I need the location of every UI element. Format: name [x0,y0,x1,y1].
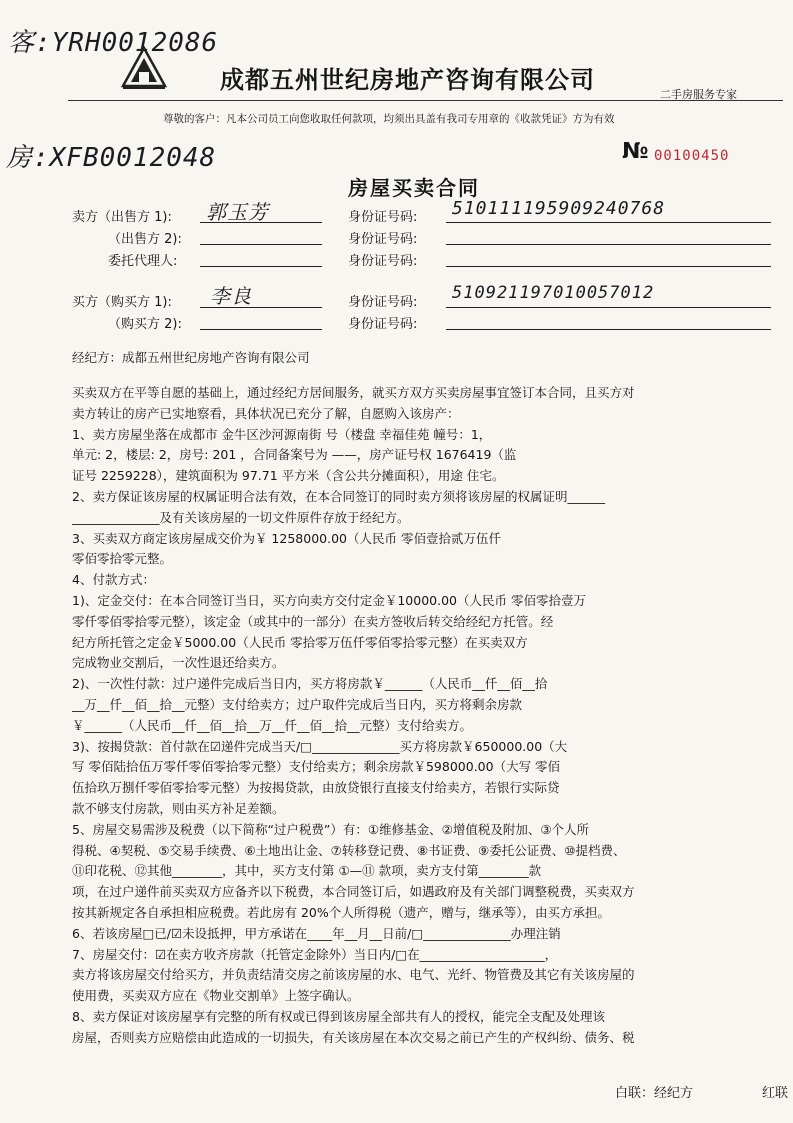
body-line: 单元: 2，楼层: 2，房号: 201 ，合同备案号为 ——，房产证号权 1676419（监 [72,447,517,463]
body-line: ￥______（人民币__仟__佰__拾__万__仟__佰__拾__元整）支付给卖方。 [72,717,473,733]
buyer1-id-line [446,307,771,308]
agent-line [200,266,322,267]
body-line: 纪方所托管之定金￥5000.00（人民币 零拾零万伍仟零佰零拾零元整）在买卖双方 [72,634,528,650]
body-line: 1)、定金交付：在本合同签订当日，买方向卖方交付定金￥10000.00（人民币 零佰零拾壹万 [72,592,586,608]
body-line: 完成物业交割后，一次性退还给卖方。 [72,655,285,671]
seller2-id-label: 身份证号码: [348,232,418,247]
seller1-id-line [446,222,771,223]
body-line: 2、卖方保证该房屋的权属证明合法有效，在本合同签订的同时卖方须将该房屋的权属证明______ [72,488,605,504]
body-line: 伍拾玖万捌仟零佰零拾零元整）为按揭贷款，由放贷银行直接支付给卖方，若银行实际贷 [72,780,560,796]
handwritten-property-code: 房:XFB0012048 [6,143,217,173]
body-line: __万__仟__佰__拾__元整）支付给卖方；过户取件完成后当日内，买方将剩余房款 [72,696,523,712]
company-tagline: 二手房服务专家 [660,88,737,101]
body-line: 得税、④契税、⑤交易手续费、⑥土地出让金、⑦转移登记费、⑧书证费、⑨委托公证费、⑩提档费、 [72,842,626,858]
broker-line: 经纪方：成都五州世纪房地产咨询有限公司 [72,350,310,365]
body-line: 6、若该房屋□已/☑未设抵押，甲方承诺在____年__月__日前/□______________办理注销 [72,925,561,941]
company-logo-icon [119,46,169,92]
serial-number: 00100450 [654,148,730,164]
body-line: 使用费，买卖双方应在《物业交割单》上签字确认。 [72,988,360,1004]
body-line: 零佰零拾零元整。 [72,551,173,567]
buyer1-label: 买方（购买方 1): [72,295,172,310]
buyer1-id-number: 510921197010057012 [452,283,655,303]
body-line: 3)、按揭贷款：首付款在☑递件完成当天/□______________买方将房款￥650000.00（大 [72,738,568,754]
serial-number-label: № [622,139,649,164]
contract-body [72,383,792,1049]
body-line: 证号 2259228），建筑面积为 97.71 平方米（含公共分摊面积），用途 住宅。 [72,468,505,484]
seller1-id-number: 510111195909240768 [452,198,666,219]
body-line: 款不够支付房款，则由买方补足差额。 [72,800,285,816]
copy-red-label: 红联 [762,1086,789,1101]
body-line: 1、卖方房屋坐落在成都市 金牛区沙河源南街 号（楼盘 幸福佳苑 幢号：1， [72,426,492,442]
customer-notice: 尊敬的客户：凡本公司员工向您收取任何款项，均须出具盖有我司专用章的《收款凭证》方为有效 [163,113,615,125]
seller1-id-label: 身份证号码: [348,210,418,225]
seller2-id-line [446,244,771,245]
header-divider [68,100,783,101]
body-line: ⑪印花税、⑫其他________，其中，买方支付第 ①—⑪ 款项，卖方支付第________款 [72,863,542,879]
body-line: 买卖双方在平等自愿的基础上，通过经纪方居间服务，就买方双方买卖房屋事宜签订本合同，且买方对 [72,385,635,400]
agent-label: 委托代理人: [108,254,178,269]
buyer2-id-label: 身份证号码: [348,317,418,332]
body-line: 卖方将该房屋交付给买方，并负责结清交房之前该房屋的水、电气、光纤、物管费及其它有关该房屋的 [72,967,635,983]
body-line: 2)、一次性付款：过户递件完成后当日内，买方将房款￥______（人民币__仟__佰__拾 [72,676,548,692]
seller1-label: 卖方（出售方 1): [72,210,172,225]
document-title: 房屋买卖合同 [348,176,480,200]
agent-id-line [446,266,771,267]
body-line: 房屋，否则卖方应赔偿由此造成的一切损失，有关该房屋在本次交易之前已产生的产权纠纷、债务、税 [72,1029,635,1045]
body-line: 8、卖方保证对该房屋享有完整的所有权或已得到该房屋全部共有人的授权，能完全支配及处理该 [72,1008,605,1024]
body-line: 3、买卖双方商定该房屋成交价为￥ 1258000.00（人民币 零佰壹拾贰万伍仟 [72,530,501,546]
body-line: 5、房屋交易需涉及税费（以下简称“过户税费”）有：①维修基金、②增值税及附加、③个人所 [72,821,590,837]
company-name: 成都五州世纪房地产咨询有限公司 [220,66,595,94]
body-line: 4、付款方式： [72,572,155,588]
seller1-name: 郭玉芳 [206,200,269,224]
body-line: 写 零佰陆拾伍万零仟零佰零拾零元整）支付给卖方；剩余房款￥598000.00（大写 零佰 [72,759,561,775]
seller2-line [200,244,322,245]
body-line: 7、房屋交付：☑在卖方收齐房款（托管定金除外）当日内/□在____________________， [72,946,558,962]
body-line: 零仟零佰零拾零元整），该定金（或其中的一部分）在卖方签收后转交给经纪方托管。经 [72,613,554,629]
buyer2-line [200,329,322,330]
seller2-label: （出售方 2): [108,232,182,247]
body-line: 项，在过户递件前买卖双方应备齐以下税费，本合同签订后，如遇政府及有关部门调整税费，买卖双方 [72,884,635,900]
copy-white-label: 白联：经纪方 [615,1086,694,1101]
buyer1-id-label: 身份证号码: [348,295,418,310]
buyer2-id-line [446,329,771,330]
buyer2-label: （购买方 2): [108,317,182,332]
buyer1-name: 李良 [210,284,252,308]
body-line: 卖方转让的房产已实地察看，具体状况已充分了解，自愿购入该房产： [72,405,460,421]
agent-id-label: 身份证号码: [348,254,418,269]
body-line: ______________及有关该房屋的一切文件原件存放于经纪方。 [72,509,410,525]
handwritten-customer-code: 客:YRH0012086 [8,28,219,58]
body-line: 按其新规定各自承担相应税费。若此房有 20%个人所得税（遗产，赠与，继承等），由买方承担。 [72,904,611,920]
